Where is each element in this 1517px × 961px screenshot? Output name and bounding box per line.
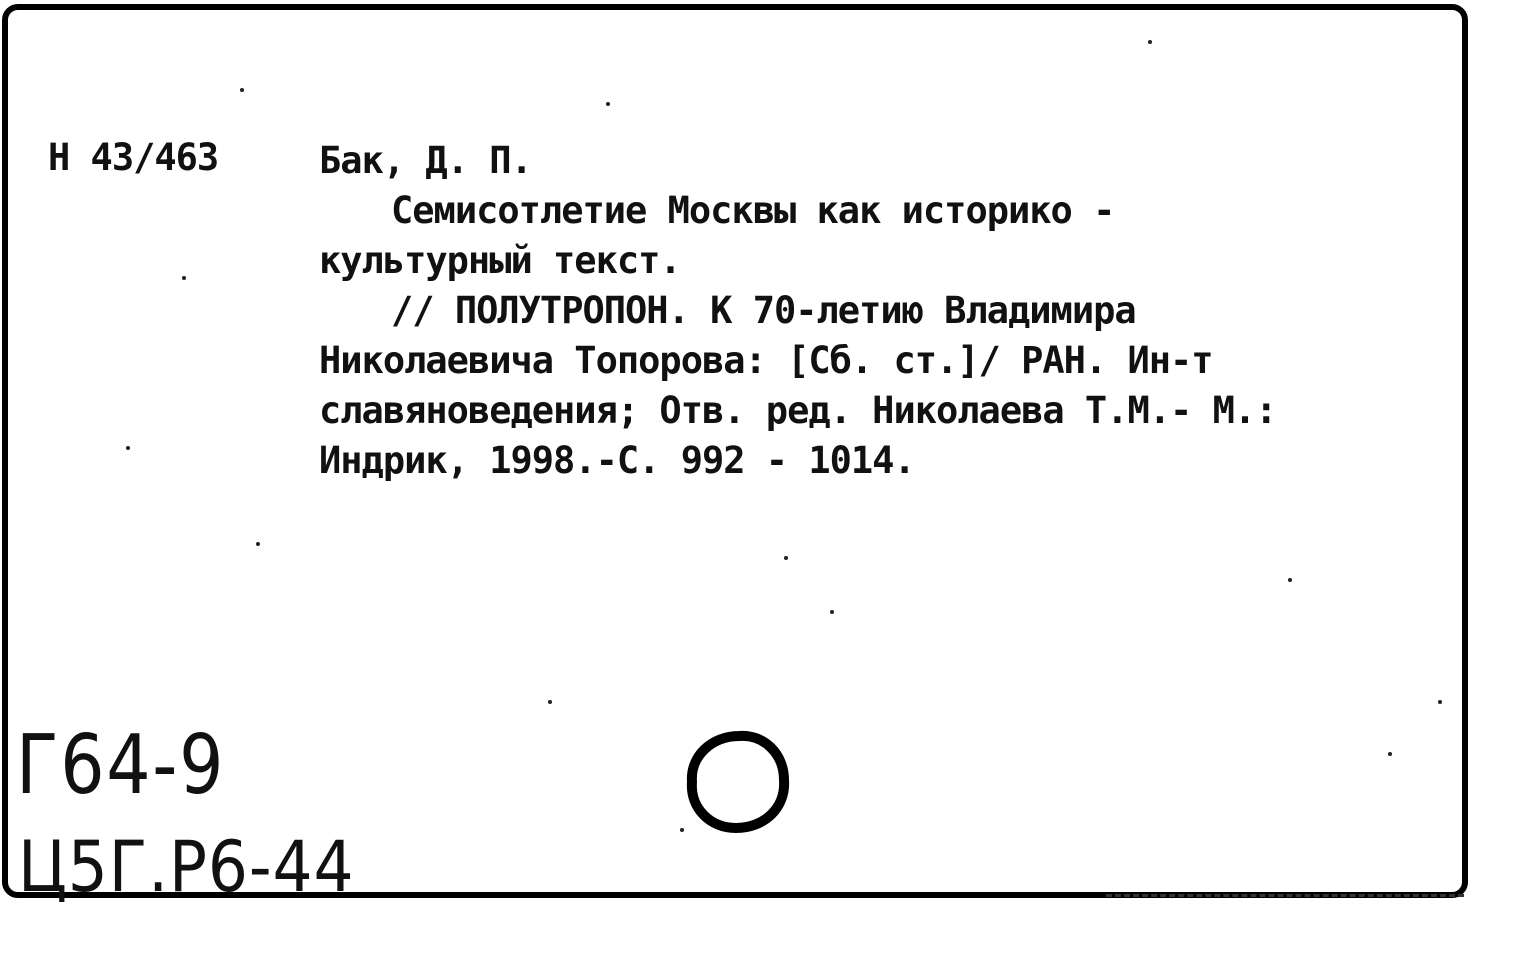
source-line-3: славяноведения; Отв. ред. Николаева Т.М.- М.: xyxy=(319,389,1277,432)
speck xyxy=(1438,700,1442,704)
handwritten-code-2: Ц5Г.Р6-44 xyxy=(18,826,355,908)
speck xyxy=(1148,40,1152,44)
title-line-1: Семисотлетие Москвы как историко - xyxy=(391,189,1115,232)
speck xyxy=(784,556,788,560)
speck xyxy=(548,700,552,704)
speck xyxy=(126,446,130,450)
speck xyxy=(256,542,260,546)
shelfmark: Н 43/463 xyxy=(48,136,219,179)
source-line-1: // ПОЛУТРОПОН. К 70-летию Владимира xyxy=(391,289,1136,332)
source-line-4: Индрик, 1998.-С. 992 - 1014. xyxy=(319,439,915,482)
speck xyxy=(182,276,186,280)
speck xyxy=(830,610,834,614)
speck xyxy=(680,828,684,832)
bottom-rule xyxy=(1106,894,1464,897)
speck xyxy=(1288,578,1292,582)
speck xyxy=(240,88,244,92)
author: Бак, Д. П. xyxy=(319,139,532,182)
handwritten-code-1: Г64-9 xyxy=(16,718,226,813)
title-line-2: культурный текст. xyxy=(319,239,681,282)
source-line-2: Николаевича Топорова: [Сб. ст.]/ РАН. Ин-т xyxy=(319,339,1213,382)
catalog-card xyxy=(2,4,1468,908)
bibliographic-entry xyxy=(319,136,1427,486)
speck xyxy=(606,102,610,106)
speck xyxy=(1388,752,1392,756)
punch-hole-icon xyxy=(684,728,794,838)
